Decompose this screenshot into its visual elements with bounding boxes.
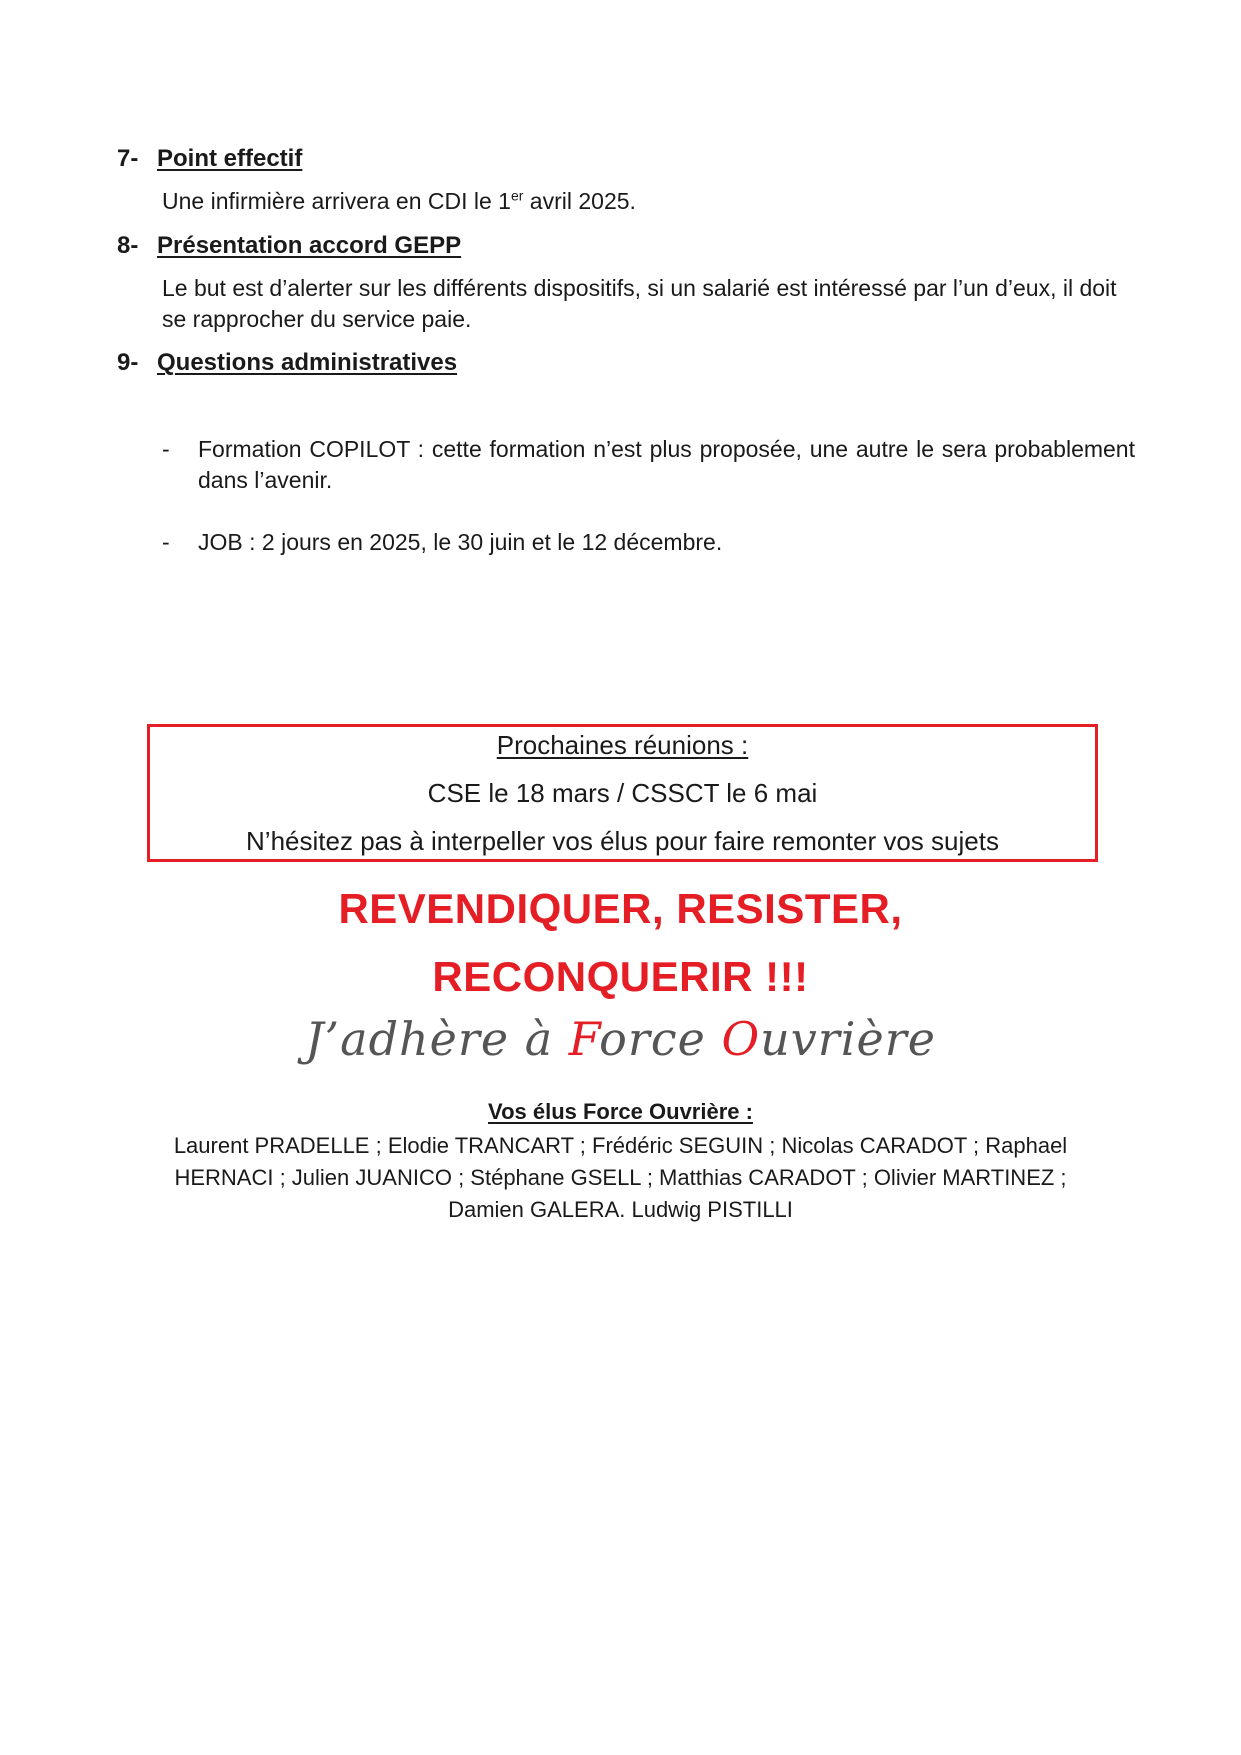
slogan-line-2: RECONQUERIR !!! — [432, 953, 809, 1000]
section-8-heading — [117, 231, 461, 261]
elected-reps-line: HERNACI ; Julien JUANICO ; Stéphane GSELL ; Matthias CARADOT ; Olivier MARTINEZ ; — [174, 1165, 1067, 1190]
bullet-dash: - — [162, 529, 170, 555]
next-meetings-box — [147, 724, 1098, 862]
section-number: 7- — [117, 145, 139, 172]
section-title: Questions administratives — [157, 349, 458, 376]
section-8-text: Le but est d’alerter sur les différents dispositifs, si un salarié est intéressé par l’un d’eux, il doit se rapprocher du service paie. — [162, 275, 1117, 332]
section-number: 9- — [117, 349, 139, 376]
section-7-text: Une infirmière arrivera en CDI le 1er avril 2025. — [162, 187, 636, 214]
elected-reps-title: Vos élus Force Ouvrière : — [488, 1099, 753, 1124]
slogan-line-1: REVENDIQUER, RESISTER, — [338, 885, 903, 932]
box-line-reminder: N’hésitez pas à interpeller vos élus pour faire remonter vos sujets — [246, 826, 999, 856]
list-item — [162, 527, 1135, 558]
box-line-meetings: CSE le 18 mars / CSSCT le 6 mai — [427, 778, 818, 808]
section-title: Présentation accord GEPP — [157, 232, 462, 259]
list-item — [162, 434, 1135, 496]
list-item-text: Formation COPILOT : cette formation n’est plus proposée, une autre le sera probablement dans l’avenir. — [198, 436, 1135, 493]
superscript: er — [510, 187, 524, 204]
section-number: 8- — [117, 232, 139, 259]
bullet-dash: - — [162, 436, 170, 462]
list-item-text: JOB : 2 jours en 2025, le 30 juin et le 12 décembre. — [198, 529, 723, 555]
membership-tagline: J’adhère à Force Ouvrière — [305, 1012, 936, 1066]
elected-reps-line: Damien GALERA. Ludwig PISTILLI — [448, 1197, 793, 1222]
section-7-heading — [117, 144, 302, 174]
elected-reps-line: Laurent PRADELLE ; Elodie TRANCART ; Frédéric SEGUIN ; Nicolas CARADOT ; Raphael — [173, 1133, 1068, 1158]
section-title: Point effectif — [157, 145, 303, 172]
section-9-heading — [117, 348, 457, 378]
box-title: Prochaines réunions : — [496, 730, 749, 760]
